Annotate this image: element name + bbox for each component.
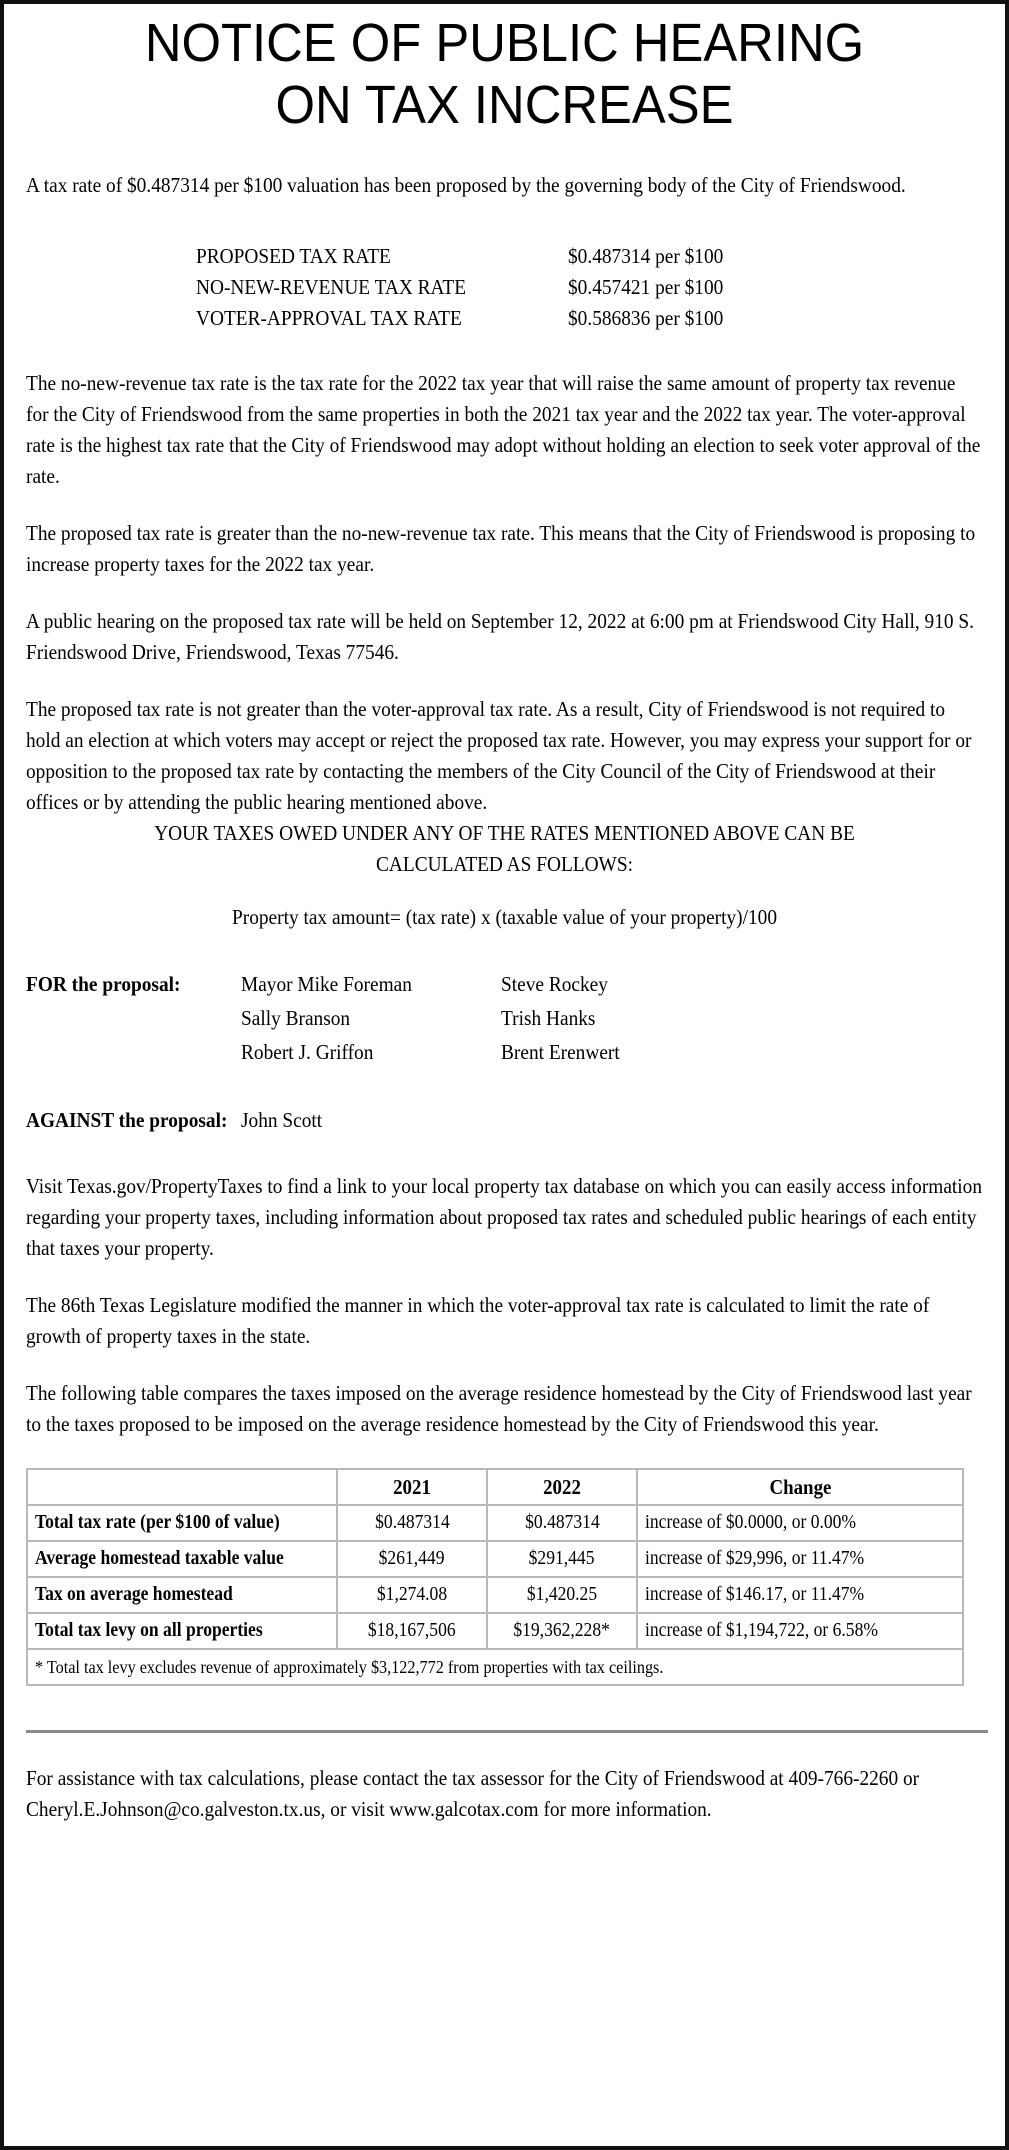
spacer [26,492,983,518]
calculation-heading-line-1: YOUR TAXES OWED UNDER ANY OF THE RATES MENTIONED ABOVE CAN BE [154,821,855,845]
spacer [26,1352,983,1378]
no-election-section [26,694,982,818]
hearing-details-section [26,606,982,668]
table-header-row [27,1469,963,1505]
table-cell-change: increase of $1,194,722, or 6.58% [637,1613,963,1649]
table-header-2022: 2022 [487,1469,637,1505]
spacer [26,1137,983,1171]
stance-for-column-1 [241,967,475,1069]
tax-comparison-table [26,1468,964,1686]
table-cell-2022: $291,445 [487,1541,637,1577]
table-cell-change: increase of $0.0000, or 0.00% [637,1505,963,1541]
stance-for [26,967,983,1069]
page-title [26,12,983,136]
database-link-paragraph: Visit Texas.gov/PropertyTaxes to find a link to your local property tax database on which you can easily access information regarding your property taxes, including information about proposed tax rates and scheduled public hearings of each entity that taxes your property. [26,1174,983,1260]
table-cell-change: increase of $146.17, or 11.47% [637,1577,963,1613]
table-row [27,1613,963,1649]
table-cell-2022: $19,362,228* [487,1613,637,1649]
table-intro-section [26,1378,982,1440]
legislature-paragraph: The 86th Texas Legislature modified the manner in which the voter-approval tax rate is calculated to limit the rate of growth of property taxes in the state. [26,1293,930,1348]
no-election-paragraph: The proposed tax rate is not greater than the voter-approval tax rate. As a result, City of Friendswood is not required to hold an election at which voters may accept or reject the proposed tax rate. However, you may express your support for or opposition to the proposed tax rate by contacting the members of the City Council of the City of Friendswood at their offices or by attending the public hearing mentioned above. [26,697,972,814]
table-cell-2021: $261,449 [337,1541,487,1577]
rate-row-no-new-revenue [26,272,983,303]
table-row [27,1577,963,1613]
footer-assistance-paragraph: For assistance with tax calculations, please contact the tax assessor for the City of Friendswood at 409-766-2260 or Cheryl.E.Johnson@co.galveston.tx.us, or visit www.galcotax.com for more information. [26,1766,920,1821]
stance-for-name: Trish Hanks [501,1006,596,1030]
rate-label-voter-approval: VOTER-APPROVAL TAX RATE [196,306,462,330]
legislature-section [26,1290,982,1352]
table-cell-2021: $18,167,506 [337,1613,487,1649]
stance-for-name: Mayor Mike Foreman [241,972,412,996]
table-cell-2021: $0.487314 [337,1505,487,1541]
hearing-details-paragraph: A public hearing on the proposed tax rate will be held on September 12, 2022 at 6:00 pm at Friendswood City Hall, 910 S. Friendswood Drive, Friendswood, Texas 77546. [26,609,975,664]
table-cell-label: Average homestead taxable value [27,1541,337,1577]
stance-for-name: Brent Erenwert [501,1040,620,1064]
intro-paragraph: A tax rate of $0.487314 per $100 valuation has been proposed by the governing body of the City of Friendswood. [26,173,906,197]
rate-value-proposed: $0.487314 per $100 [568,244,724,268]
database-link-section [26,1171,982,1264]
stance-against [26,1103,983,1137]
table-header-change: Change [637,1469,963,1505]
increase-notice-section [26,518,982,580]
spacer [26,136,983,170]
table-row [27,1505,963,1541]
footer-divider [26,1730,988,1733]
table-intro-paragraph: The following table compares the taxes imposed on the average residence homestead by the City of Friendswood last year to the taxes proposed to be imposed on the average residence homestead by the City of Friendswood this year. [26,1381,972,1436]
stance-against-name: John Scott [241,1108,323,1132]
table-header-2021: 2021 [337,1469,487,1505]
definitions-paragraph: The no-new-revenue tax rate is the tax rate for the 2022 tax year that will raise the same amount of property tax revenue for the City of Friendswood from the same properties in both the 2021 tax year and the 2022 tax year. The voter-approval rate is the highest tax rate that the City of Friendswood may adopt without holding an election to seek voter approval of the rate. [26,371,981,488]
spacer [26,933,983,967]
stance-for-label: FOR the proposal: [26,972,181,996]
table-cell-2021: $1,274.08 [337,1577,487,1613]
spacer [26,1264,983,1290]
table-footnote-row [27,1649,963,1685]
footer-section [26,1763,982,1825]
stance-against-label: AGAINST the proposal: [26,1108,228,1132]
rate-list [26,241,983,334]
table-row [27,1541,963,1577]
calculation-heading-line-2: CALCULATED AS FOLLOWS: [376,852,633,876]
table-cell-2022: $0.487314 [487,1505,637,1541]
calculation-heading [26,818,983,880]
spacer [26,668,983,694]
title-line-1: NOTICE OF PUBLIC HEARING [144,13,865,73]
stance-for-column-2 [501,967,692,1069]
table-cell-change: increase of $29,996, or 11.47% [637,1541,963,1577]
calculation-formula [26,902,983,933]
rate-value-voter-approval: $0.586836 per $100 [568,306,724,330]
rate-label-proposed: PROPOSED TAX RATE [196,244,391,268]
title-line-2: ON TAX INCREASE [275,75,734,135]
rate-row-proposed [26,241,983,272]
table-header-blank [27,1469,337,1505]
table-cell-label: Total tax rate (per $100 of value) [27,1505,337,1541]
rate-label-no-new-revenue: NO-NEW-REVENUE TAX RATE [196,275,467,299]
increase-notice-paragraph: The proposed tax rate is greater than the no-new-revenue tax rate. This means that the City of Friendswood is proposing to increase property taxes for the 2022 tax year. [26,521,976,576]
table-cell-2022: $1,420.25 [487,1577,637,1613]
rate-value-no-new-revenue: $0.457421 per $100 [568,275,724,299]
table-cell-label: Tax on average homestead [27,1577,337,1613]
table-footnote: * Total tax levy excludes revenue of approximately $3,122,772 from properties with tax ceilings. [27,1649,963,1685]
formula-text: Property tax amount= (tax rate) x (taxable value of your property)/100 [231,905,778,929]
intro-section [26,170,982,201]
definitions-section [26,368,982,492]
table-cell-label: Total tax levy on all properties [27,1613,337,1649]
stance-for-name: Robert J. Griffon [241,1040,374,1064]
page-inner [4,4,1005,2146]
rate-row-voter-approval [26,303,983,334]
spacer [26,1069,983,1103]
spacer [26,342,983,368]
spacer [26,580,983,606]
stance-for-name: Steve Rockey [501,972,608,996]
stance-against-column-1 [241,1103,475,1137]
stance-for-name: Sally Branson [241,1006,351,1030]
